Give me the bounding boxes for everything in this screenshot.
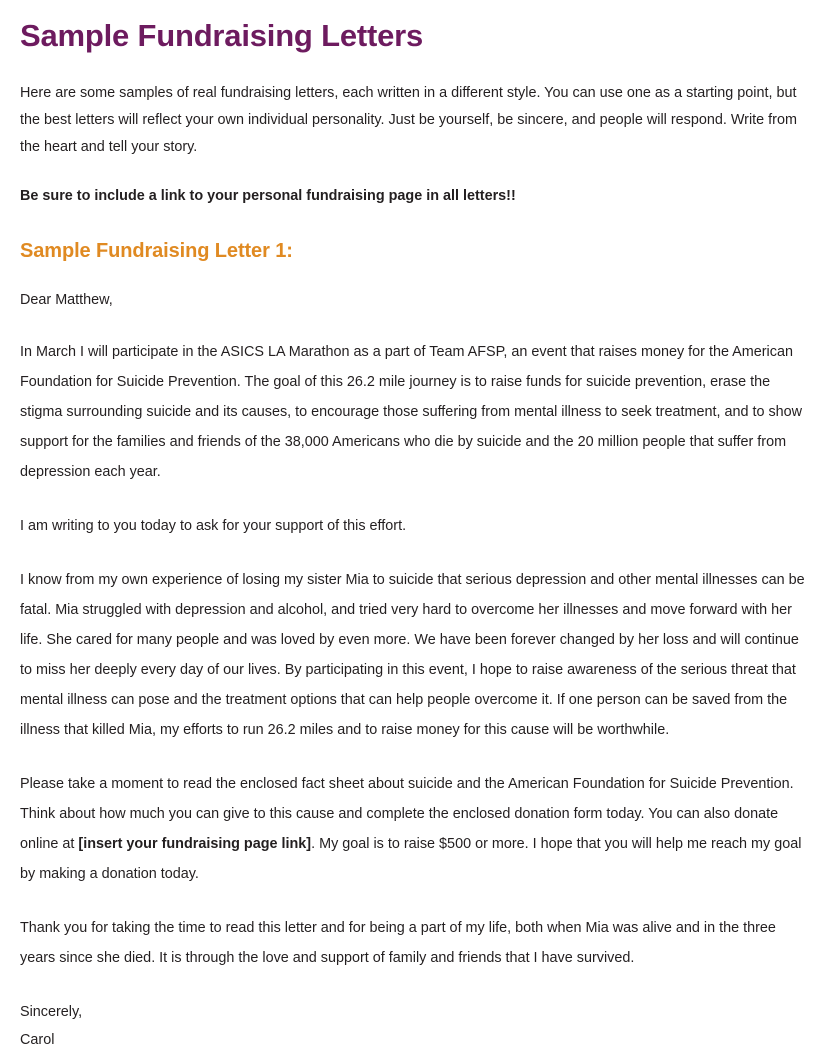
page-title: Sample Fundraising Letters	[20, 18, 424, 53]
letter-paragraph-2: I am writing to you today to ask for your support of this effort.	[20, 518, 407, 534]
intro-bold-note: Be sure to include a link to your personal fundraising page in all letters!!	[20, 188, 516, 204]
letter-salutation: Dear Matthew,	[20, 292, 113, 308]
letter-paragraph-4-text-after: . My goal is to raise $500 or more. I hope that you will help me reach my goal by making a donation today.	[20, 836, 802, 882]
letter-closing: Sincerely,	[20, 1004, 83, 1020]
letter-paragraph-5: Thank you for taking the time to read this letter and for being a part of my life, both when Mia was alive and in the three years since she died. It is through the love and support of family and friends that I have survived.	[20, 920, 776, 966]
intro-paragraph: Here are some samples of real fundraising letters, each written in a different style. You can use one as a starting point, but the best letters will reflect your own individual personality. Just be yourself, be sincere, and people will respond. Write from the heart and tell your story.	[20, 85, 797, 155]
letter-paragraph-3: I know from my own experience of losing my sister Mia to suicide that serious depression and other mental illnesses can be fatal. Mia struggled with depression and alcohol, and tried very hard to overcome her illnesses and move forward with her life. She cared for many people and was loved by even more. We have been forever changed by her loss and will continue to miss her deeply every day of our lives. By participating in this event, I hope to raise awareness of the serious threat that mental illness can pose and the treatment options that can help people overcome it. If one person can be saved from the illness that killed Mia, my efforts to run 26.2 miles and to raise money for this cause will be worthwhile.	[20, 572, 805, 738]
section-heading-letter-1: Sample Fundraising Letter 1:	[20, 240, 293, 262]
fundraising-page-link-placeholder: [insert your fundraising page link]	[78, 836, 312, 852]
letter-paragraph-1: In March I will participate in the ASICS LA Marathon as a part of Team AFSP, an event that raises money for the American Foundation for Suicide Prevention. The goal of this 26.2 mile journey is to raise funds for suicide prevention, erase the stigma surrounding suicide and its causes, to encourage those suffering from mental illness to seek treatment, and to show support for the families and friends of the 38,000 Americans who die by suicide and the 20 million people that suffer from depression each year.	[20, 344, 803, 480]
letter-paragraph-4-text-before: Please take a moment to read the enclosed fact sheet about suicide and the American Foundation for Suicide Prevention. Think about how much you can give to this cause and complete the enclosed donation form today. You can also donate online at	[20, 776, 794, 852]
letter-signature-name: Carol	[20, 1032, 55, 1048]
letter-paragraph-4	[20, 769, 811, 889]
